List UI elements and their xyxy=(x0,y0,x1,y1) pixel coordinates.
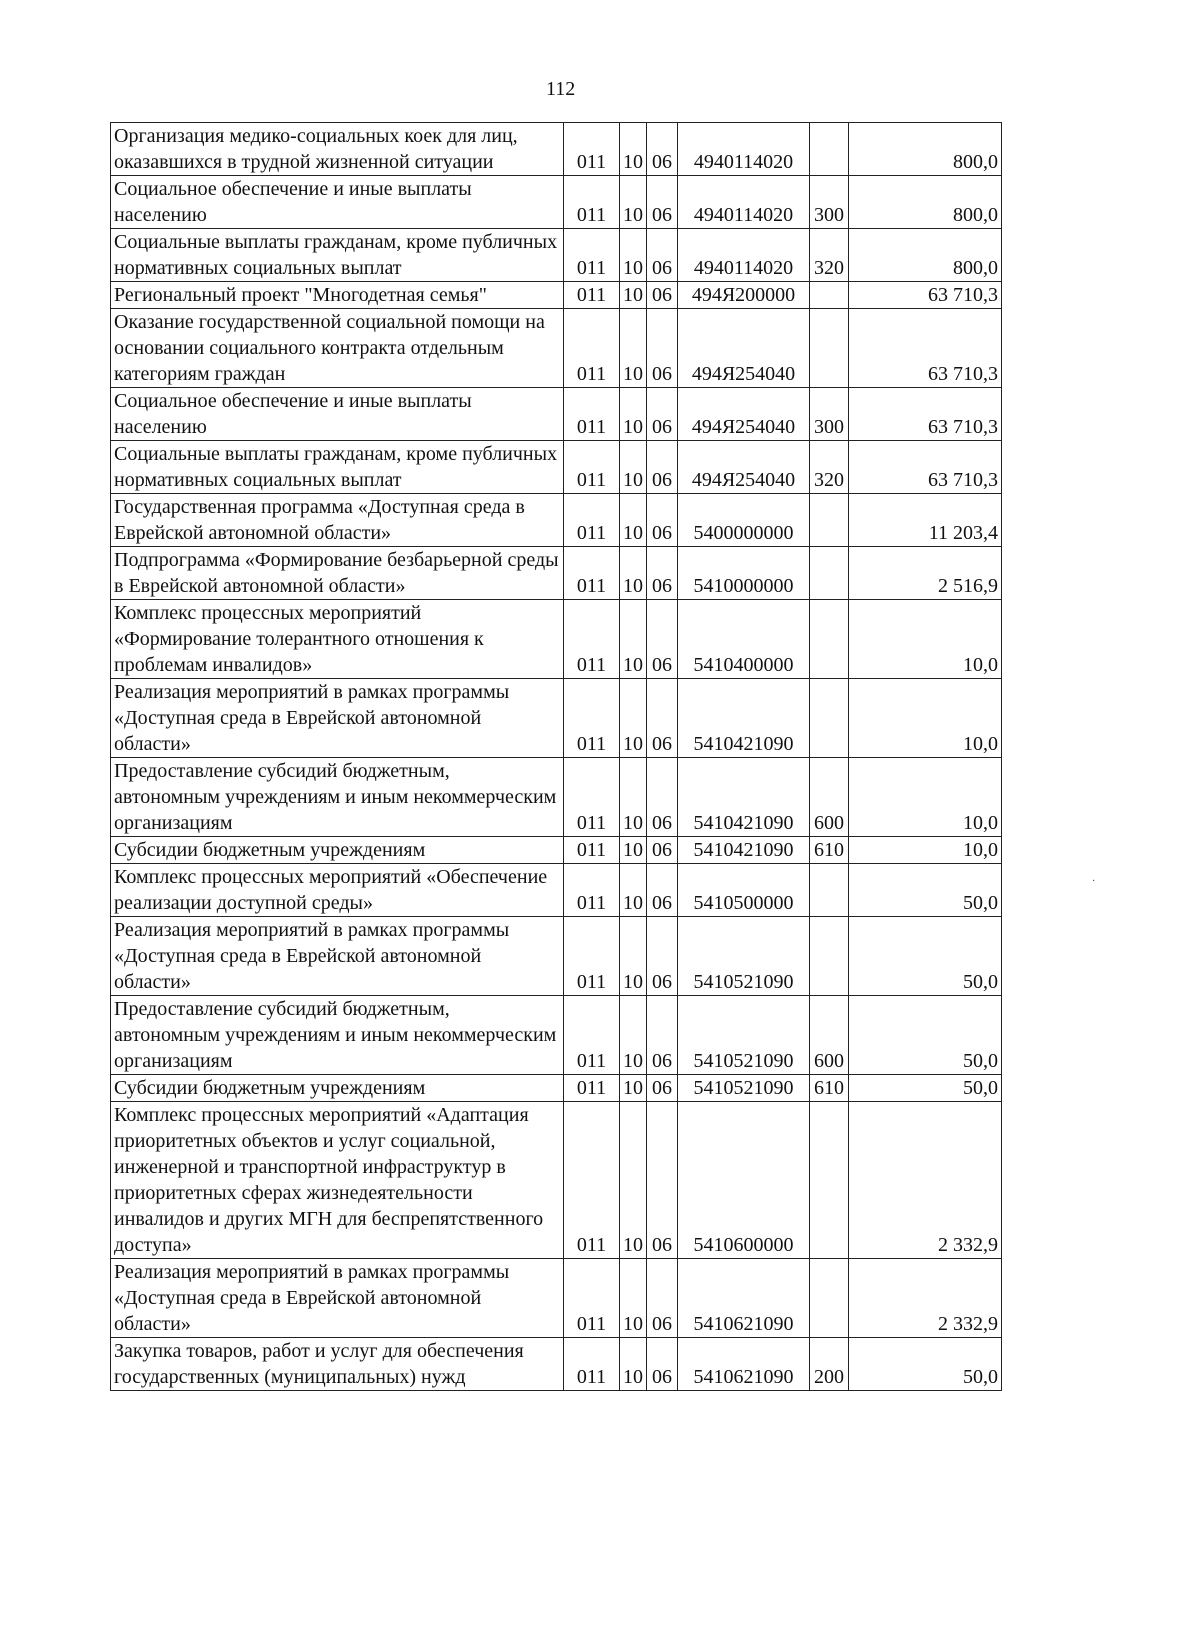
row-rz-code-cell: 10 xyxy=(620,837,647,864)
row-name-cell: Оказание государственной социальной помощи на основании социального контракта отдельным категориям граждан xyxy=(111,309,564,388)
row-amount-cell: 50,0 xyxy=(849,917,1002,996)
row-csr-code-cell: 5410621090 xyxy=(678,1338,810,1391)
row-name-cell: Комплекс процессных мероприятий «Формирование толерантного отношения к проблемам инвалидов» xyxy=(111,600,564,679)
row-rz-code-cell: 10 xyxy=(620,123,647,176)
row-pr-code-cell: 06 xyxy=(647,229,678,282)
table-row xyxy=(111,441,1002,494)
row-name-cell: Государственная программа «Доступная среда в Еврейской автономной области» xyxy=(111,494,564,547)
row-name-cell: Социальные выплаты гражданам, кроме публичных нормативных социальных выплат xyxy=(111,229,564,282)
row-amount-cell: 50,0 xyxy=(849,996,1002,1075)
row-rz-code-cell: 10 xyxy=(620,176,647,229)
row-amount-cell: 10,0 xyxy=(849,679,1002,758)
table-row xyxy=(111,176,1002,229)
row-gr-code-cell: 011 xyxy=(564,1075,620,1102)
row-pr-code-cell: 06 xyxy=(647,917,678,996)
row-gr-code-cell: 011 xyxy=(564,282,620,309)
row-amount-cell: 2 332,9 xyxy=(849,1259,1002,1338)
row-amount-cell: 10,0 xyxy=(849,600,1002,679)
row-rz-code-cell: 10 xyxy=(620,758,647,837)
table-row xyxy=(111,864,1002,917)
row-vr-code-cell xyxy=(810,282,849,309)
table-row xyxy=(111,1075,1002,1102)
row-pr-code-cell: 06 xyxy=(647,441,678,494)
row-name-cell: Социальное обеспечение и иные выплаты населению xyxy=(111,388,564,441)
table-row xyxy=(111,996,1002,1075)
row-rz-code-cell: 10 xyxy=(620,1259,647,1338)
row-vr-code-cell: 600 xyxy=(810,996,849,1075)
row-vr-code-cell: 610 xyxy=(810,837,849,864)
table-row xyxy=(111,388,1002,441)
row-rz-code-cell: 10 xyxy=(620,282,647,309)
row-csr-code-cell: 4940114020 xyxy=(678,123,810,176)
row-vr-code-cell: 610 xyxy=(810,1075,849,1102)
row-gr-code-cell: 011 xyxy=(564,758,620,837)
table-row xyxy=(111,917,1002,996)
row-vr-code-cell: 320 xyxy=(810,441,849,494)
table-row xyxy=(111,1338,1002,1391)
scan-speck: · xyxy=(1092,876,1096,887)
row-amount-cell: 2 332,9 xyxy=(849,1102,1002,1259)
row-gr-code-cell: 011 xyxy=(564,679,620,758)
row-name-cell: Социальное обеспечение и иные выплаты населению xyxy=(111,176,564,229)
row-gr-code-cell: 011 xyxy=(564,600,620,679)
row-pr-code-cell: 06 xyxy=(647,600,678,679)
row-name-cell: Закупка товаров, работ и услуг для обеспечения государственных (муниципальных) нужд xyxy=(111,1338,564,1391)
row-vr-code-cell xyxy=(810,309,849,388)
row-csr-code-cell: 5410521090 xyxy=(678,917,810,996)
row-vr-code-cell xyxy=(810,1259,849,1338)
row-amount-cell: 63 710,3 xyxy=(849,282,1002,309)
row-amount-cell: 50,0 xyxy=(849,1338,1002,1391)
row-csr-code-cell: 5410421090 xyxy=(678,758,810,837)
page-number: 112 xyxy=(546,78,576,100)
row-rz-code-cell: 10 xyxy=(620,1075,647,1102)
table-row xyxy=(111,679,1002,758)
row-amount-cell: 10,0 xyxy=(849,758,1002,837)
row-vr-code-cell: 300 xyxy=(810,388,849,441)
row-csr-code-cell: 4940114020 xyxy=(678,176,810,229)
row-vr-code-cell: 300 xyxy=(810,176,849,229)
row-gr-code-cell: 011 xyxy=(564,837,620,864)
row-gr-code-cell: 011 xyxy=(564,1259,620,1338)
row-pr-code-cell: 06 xyxy=(647,996,678,1075)
row-csr-code-cell: 5410521090 xyxy=(678,1075,810,1102)
row-gr-code-cell: 011 xyxy=(564,388,620,441)
table-row xyxy=(111,1102,1002,1259)
row-name-cell: Региональный проект "Многодетная семья" xyxy=(111,282,564,309)
row-name-cell: Подпрограмма «Формирование безбарьерной среды в Еврейской автономной области» xyxy=(111,547,564,600)
row-name-cell: Комплекс процессных мероприятий «Адаптация приоритетных объектов и услуг социальной, инженерной и транспортной инфраструктур в приоритетных сферах жизнедеятельности инвалидов и других МГН для беспрепятственного доступа» xyxy=(111,1102,564,1259)
row-vr-code-cell: 320 xyxy=(810,229,849,282)
row-pr-code-cell: 06 xyxy=(647,1075,678,1102)
table-row xyxy=(111,547,1002,600)
row-rz-code-cell: 10 xyxy=(620,547,647,600)
row-pr-code-cell: 06 xyxy=(647,837,678,864)
row-pr-code-cell: 06 xyxy=(647,123,678,176)
row-gr-code-cell: 011 xyxy=(564,547,620,600)
row-rz-code-cell: 10 xyxy=(620,917,647,996)
row-pr-code-cell: 06 xyxy=(647,309,678,388)
row-rz-code-cell: 10 xyxy=(620,309,647,388)
row-name-cell: Субсидии бюджетным учреждениям xyxy=(111,1075,564,1102)
row-amount-cell: 63 710,3 xyxy=(849,388,1002,441)
table-row xyxy=(111,309,1002,388)
row-pr-code-cell: 06 xyxy=(647,388,678,441)
row-gr-code-cell: 011 xyxy=(564,864,620,917)
row-rz-code-cell: 10 xyxy=(620,600,647,679)
row-pr-code-cell: 06 xyxy=(647,547,678,600)
table-row xyxy=(111,123,1002,176)
row-vr-code-cell xyxy=(810,1102,849,1259)
row-name-cell: Реализация мероприятий в рамках программы «Доступная среда в Еврейской автономной области» xyxy=(111,679,564,758)
row-amount-cell: 63 710,3 xyxy=(849,309,1002,388)
row-vr-code-cell: 200 xyxy=(810,1338,849,1391)
row-amount-cell: 800,0 xyxy=(849,176,1002,229)
row-vr-code-cell xyxy=(810,547,849,600)
row-rz-code-cell: 10 xyxy=(620,229,647,282)
table-row xyxy=(111,282,1002,309)
row-name-cell: Реализация мероприятий в рамках программы «Доступная среда в Еврейской автономной области» xyxy=(111,917,564,996)
row-name-cell: Социальные выплаты гражданам, кроме публичных нормативных социальных выплат xyxy=(111,441,564,494)
row-amount-cell: 50,0 xyxy=(849,1075,1002,1102)
row-amount-cell: 800,0 xyxy=(849,229,1002,282)
row-rz-code-cell: 10 xyxy=(620,996,647,1075)
row-vr-code-cell xyxy=(810,917,849,996)
row-csr-code-cell: 5410421090 xyxy=(678,837,810,864)
row-gr-code-cell: 011 xyxy=(564,309,620,388)
row-vr-code-cell xyxy=(810,600,849,679)
row-rz-code-cell: 10 xyxy=(620,1102,647,1259)
row-amount-cell: 63 710,3 xyxy=(849,441,1002,494)
row-csr-code-cell: 494Я254040 xyxy=(678,388,810,441)
row-csr-code-cell: 5410400000 xyxy=(678,600,810,679)
row-vr-code-cell xyxy=(810,679,849,758)
table-row xyxy=(111,229,1002,282)
row-rz-code-cell: 10 xyxy=(620,388,647,441)
row-vr-code-cell xyxy=(810,864,849,917)
row-amount-cell: 10,0 xyxy=(849,837,1002,864)
row-pr-code-cell: 06 xyxy=(647,176,678,229)
row-gr-code-cell: 011 xyxy=(564,494,620,547)
row-gr-code-cell: 011 xyxy=(564,176,620,229)
row-vr-code-cell xyxy=(810,123,849,176)
row-csr-code-cell: 5410600000 xyxy=(678,1102,810,1259)
row-csr-code-cell: 5410621090 xyxy=(678,1259,810,1338)
row-gr-code-cell: 011 xyxy=(564,441,620,494)
row-pr-code-cell: 06 xyxy=(647,282,678,309)
row-gr-code-cell: 011 xyxy=(564,996,620,1075)
row-csr-code-cell: 494Я254040 xyxy=(678,309,810,388)
row-pr-code-cell: 06 xyxy=(647,864,678,917)
table-row xyxy=(111,600,1002,679)
row-pr-code-cell: 06 xyxy=(647,1102,678,1259)
row-name-cell: Комплекс процессных мероприятий «Обеспечение реализации доступной среды» xyxy=(111,864,564,917)
row-gr-code-cell: 011 xyxy=(564,1102,620,1259)
row-csr-code-cell: 5410000000 xyxy=(678,547,810,600)
row-csr-code-cell: 494Я254040 xyxy=(678,441,810,494)
table-row xyxy=(111,837,1002,864)
row-rz-code-cell: 10 xyxy=(620,1338,647,1391)
row-name-cell: Реализация мероприятий в рамках программы «Доступная среда в Еврейской автономной области» xyxy=(111,1259,564,1338)
row-rz-code-cell: 10 xyxy=(620,864,647,917)
row-csr-code-cell: 4940114020 xyxy=(678,229,810,282)
row-csr-code-cell: 5400000000 xyxy=(678,494,810,547)
row-name-cell: Предоставление субсидий бюджетным, автономным учреждениям и иным некоммерческим организациям xyxy=(111,996,564,1075)
table-row xyxy=(111,494,1002,547)
table-row xyxy=(111,758,1002,837)
row-name-cell: Организация медико-социальных коек для лиц, оказавшихся в трудной жизненной ситуации xyxy=(111,123,564,176)
row-pr-code-cell: 06 xyxy=(647,679,678,758)
row-amount-cell: 800,0 xyxy=(849,123,1002,176)
row-gr-code-cell: 011 xyxy=(564,123,620,176)
row-rz-code-cell: 10 xyxy=(620,494,647,547)
row-pr-code-cell: 06 xyxy=(647,494,678,547)
row-vr-code-cell xyxy=(810,494,849,547)
budget-table-body xyxy=(111,123,1002,1391)
row-amount-cell: 2 516,9 xyxy=(849,547,1002,600)
row-gr-code-cell: 011 xyxy=(564,917,620,996)
row-amount-cell: 11 203,4 xyxy=(849,494,1002,547)
row-csr-code-cell: 5410421090 xyxy=(678,679,810,758)
row-amount-cell: 50,0 xyxy=(849,864,1002,917)
row-rz-code-cell: 10 xyxy=(620,679,647,758)
row-vr-code-cell: 600 xyxy=(810,758,849,837)
row-pr-code-cell: 06 xyxy=(647,1338,678,1391)
row-csr-code-cell: 5410521090 xyxy=(678,996,810,1075)
row-rz-code-cell: 10 xyxy=(620,441,647,494)
row-gr-code-cell: 011 xyxy=(564,229,620,282)
row-csr-code-cell: 494Я200000 xyxy=(678,282,810,309)
row-gr-code-cell: 011 xyxy=(564,1338,620,1391)
row-pr-code-cell: 06 xyxy=(647,1259,678,1338)
budget-table xyxy=(110,122,1002,1391)
row-pr-code-cell: 06 xyxy=(647,758,678,837)
row-csr-code-cell: 5410500000 xyxy=(678,864,810,917)
row-name-cell: Предоставление субсидий бюджетным, автономным учреждениям и иным некоммерческим организациям xyxy=(111,758,564,837)
table-row xyxy=(111,1259,1002,1338)
row-name-cell: Субсидии бюджетным учреждениям xyxy=(111,837,564,864)
